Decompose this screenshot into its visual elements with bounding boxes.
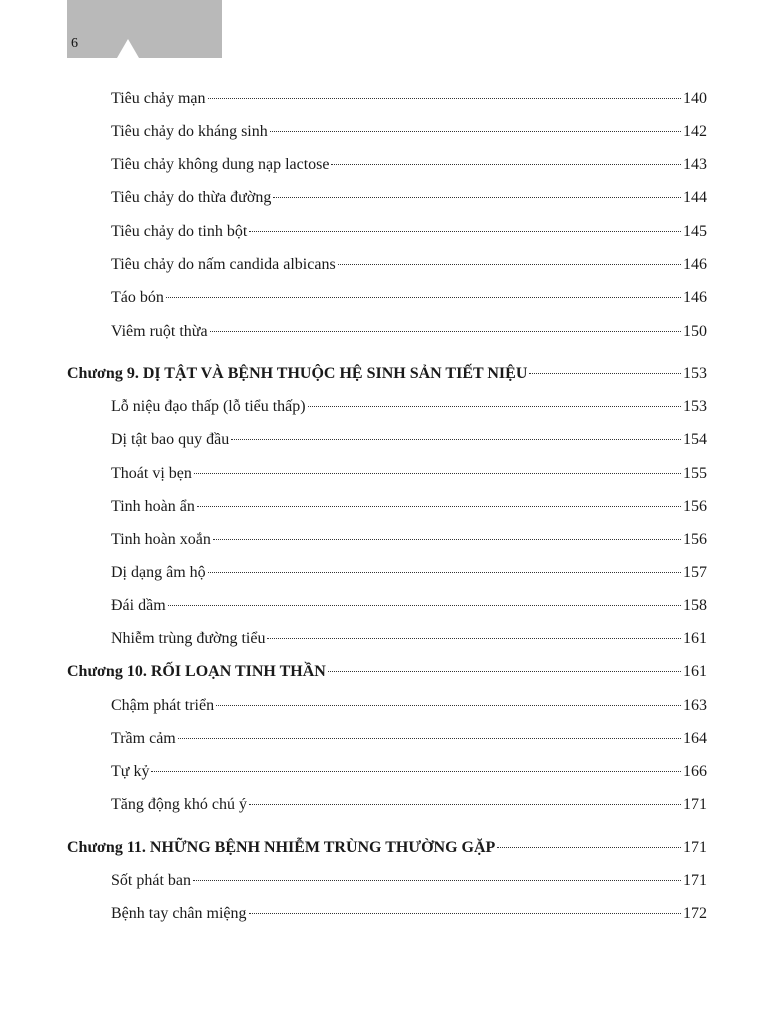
toc-entry-title: Dị tật bao quy đầu [111, 431, 230, 448]
toc-entry-title: Lỗ niệu đạo thấp (lỗ tiểu thấp) [111, 398, 306, 415]
toc-entry-row [111, 120, 707, 144]
toc-leader-dots [216, 704, 681, 706]
toc-page-number: 161 [683, 630, 707, 647]
toc-page-number: 164 [683, 730, 707, 747]
toc-page-number: 156 [683, 498, 707, 515]
toc-entry-title: Tự kỷ [111, 763, 150, 780]
toc-page-number: 153 [683, 398, 707, 415]
toc-leader-dots [497, 846, 681, 848]
toc-leader-dots [194, 472, 681, 474]
toc-page-number: 146 [683, 256, 707, 273]
toc-entry-title: Tiêu chảy mạn [111, 90, 206, 107]
toc-leader-dots [231, 438, 681, 440]
toc-page-number: 153 [683, 365, 707, 382]
toc-entry-title: Đái dầm [111, 597, 166, 614]
toc-page-number: 157 [683, 564, 707, 581]
toc-page-number: 145 [683, 223, 707, 240]
toc-entry-title: Trầm cảm [111, 730, 176, 747]
toc-entry-title: Tiêu chảy không dung nạp lactose [111, 156, 330, 173]
toc-entry-title: Tinh hoàn ẩn [111, 498, 195, 515]
toc-leader-dots [208, 97, 681, 99]
toc-page-number: 142 [683, 123, 707, 140]
toc-page-number: 146 [683, 289, 707, 306]
toc-page-number: 150 [683, 323, 707, 340]
toc-entry-row [111, 395, 707, 419]
toc-leader-dots [308, 405, 681, 407]
toc-entry-title: Thoát vị bẹn [111, 465, 192, 482]
page-number: 6 [71, 36, 78, 51]
toc-entry-row [111, 320, 707, 344]
toc-entry-row [111, 253, 707, 277]
toc-leader-dots [273, 196, 681, 198]
toc-page-number: 144 [683, 189, 707, 206]
toc-entry-title: Sốt phát ban [111, 872, 191, 889]
toc-leader-dots [331, 163, 681, 165]
toc-entry-row [111, 87, 707, 111]
toc-entry-row [111, 869, 707, 893]
toc-leader-dots [328, 670, 681, 672]
page-header-tab [67, 0, 222, 58]
toc-page-number: 172 [683, 905, 707, 922]
toc-page-number: 166 [683, 763, 707, 780]
toc-page-number: 156 [683, 531, 707, 548]
toc-leader-dots [193, 879, 681, 881]
toc-leader-dots [178, 737, 681, 739]
toc-entry-row [111, 220, 707, 244]
toc-leader-dots [210, 330, 681, 332]
toc-leader-dots [197, 505, 681, 507]
toc-entry-title: Táo bón [111, 289, 164, 306]
toc-leader-dots [213, 538, 681, 540]
toc-entry-row [111, 902, 707, 926]
toc-entry-row [111, 727, 707, 751]
toc-entry-row [111, 153, 707, 177]
toc-leader-dots [208, 571, 681, 573]
toc-leader-dots [270, 130, 681, 132]
toc-page-number: 143 [683, 156, 707, 173]
toc-page-number: 161 [683, 663, 707, 680]
toc-leader-dots [249, 230, 681, 232]
toc-page-number: 163 [683, 697, 707, 714]
toc-leader-dots [249, 912, 681, 914]
toc-chapter-row [67, 836, 707, 860]
toc-entry-row [111, 528, 707, 552]
toc-entry-title: Tiêu chảy do tinh bột [111, 223, 248, 240]
toc-page-number: 171 [683, 872, 707, 889]
toc-entry-title: Nhiễm trùng đường tiểu [111, 630, 266, 647]
toc-entry-row [111, 760, 707, 784]
toc-entry-title: Bệnh tay chân miệng [111, 905, 247, 922]
toc-leader-dots [267, 637, 681, 639]
tab-notch [117, 39, 139, 58]
toc-entry-row [111, 793, 707, 817]
toc-leader-dots [151, 770, 681, 772]
toc-entry-title: Tiêu chảy do nấm candida albicans [111, 256, 336, 273]
toc-chapter-row [67, 362, 707, 386]
toc-leader-dots [166, 296, 681, 298]
toc-entry-row [111, 462, 707, 486]
toc-chapter-row [67, 660, 707, 684]
toc-page-number: 158 [683, 597, 707, 614]
toc-entry-title: Chậm phát triển [111, 697, 215, 714]
toc-page-number: 155 [683, 465, 707, 482]
toc-leader-dots [168, 604, 681, 606]
toc-chapter-title: Chương 9. DỊ TẬT VÀ BỆNH THUỘC HỆ SINH SẢN TIẾT NIỆU [67, 365, 528, 382]
toc-entry-title: Dị dạng âm hộ [111, 564, 206, 581]
toc-entry-title: Viêm ruột thừa [111, 323, 208, 340]
toc-leader-dots [249, 803, 681, 805]
toc-entry-row [111, 286, 707, 310]
toc-entry-title: Tinh hoàn xoắn [111, 531, 211, 548]
toc-entry-row [111, 694, 707, 718]
toc-page-number: 140 [683, 90, 707, 107]
toc-entry-row [111, 428, 707, 452]
toc-entry-title: Tiêu chảy do kháng sinh [111, 123, 268, 140]
toc-page-number: 154 [683, 431, 707, 448]
toc-chapter-title: Chương 10. RỐI LOẠN TINH THẦN [67, 663, 326, 680]
toc-chapter-title: Chương 11. NHỮNG BỆNH NHIỄM TRÙNG THƯỜNG GẶP [67, 839, 496, 856]
toc-leader-dots [529, 372, 681, 374]
toc-entry-title: Tiêu chảy do thừa đường [111, 189, 272, 206]
toc-entry-row [111, 627, 707, 651]
toc-entry-row [111, 186, 707, 210]
toc-page-number: 171 [683, 839, 707, 856]
toc-entry-row [111, 561, 707, 585]
toc-page-number: 171 [683, 796, 707, 813]
toc-entry-title: Tăng động khó chú ý [111, 796, 247, 813]
toc-leader-dots [338, 263, 681, 265]
toc-entry-row [111, 495, 707, 519]
toc-entry-row [111, 594, 707, 618]
